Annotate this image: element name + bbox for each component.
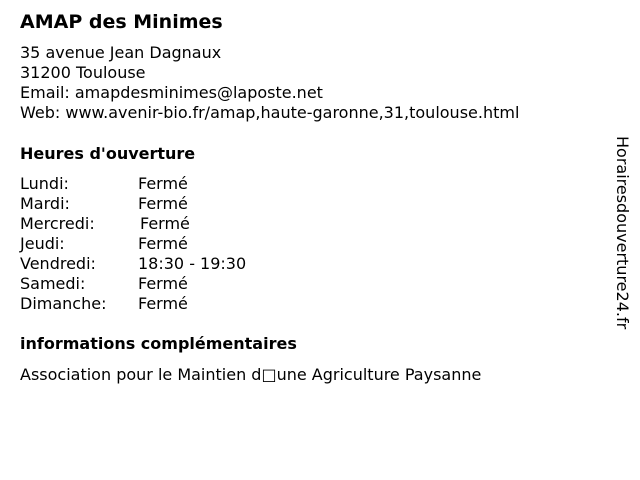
day-label: Lundi:: [20, 174, 69, 193]
day-label: Vendredi:: [20, 254, 96, 273]
day-time: Fermé: [138, 274, 188, 293]
hours-row-friday: [20, 254, 246, 274]
hours-row-monday: [20, 174, 246, 194]
site-watermark: Horairesdouverture24.fr: [613, 136, 632, 330]
hours-row-saturday: [20, 274, 246, 294]
day-time: 18:30 - 19:30: [138, 254, 247, 273]
hours-heading: Heures d'ouverture: [20, 144, 196, 163]
web-line: Web: www.avenir-bio.fr/amap,haute-garonne,31,toulouse.html: [20, 103, 520, 122]
day-label: Dimanche:: [20, 294, 107, 313]
day-time: Fermé: [138, 294, 188, 313]
hours-row-tuesday: [20, 194, 246, 214]
day-time: Fermé: [138, 174, 188, 193]
hours-row-sunday: [20, 294, 246, 314]
hours-row-thursday: [20, 234, 246, 254]
day-label: Samedi:: [20, 274, 86, 293]
day-label: Mercredi:: [20, 214, 95, 233]
hours-row-wednesday: [20, 214, 246, 234]
day-label: Mardi:: [20, 194, 70, 213]
address-block: [20, 43, 519, 123]
day-label: Jeudi:: [20, 234, 65, 253]
address-line-2: 31200 Toulouse: [20, 63, 146, 82]
hours-table: [20, 174, 246, 314]
address-line-1: 35 avenue Jean Dagnaux: [20, 43, 222, 62]
info-text: Association pour le Maintien d□une Agriculture Paysanne: [20, 365, 482, 384]
day-time: Fermé: [140, 214, 190, 233]
info-heading: informations complémentaires: [20, 334, 297, 353]
day-time: Fermé: [138, 194, 188, 213]
day-time: Fermé: [138, 234, 188, 253]
business-title: AMAP des Minimes: [20, 11, 223, 33]
email-line: Email: amapdesminimes@laposte.net: [20, 83, 323, 102]
